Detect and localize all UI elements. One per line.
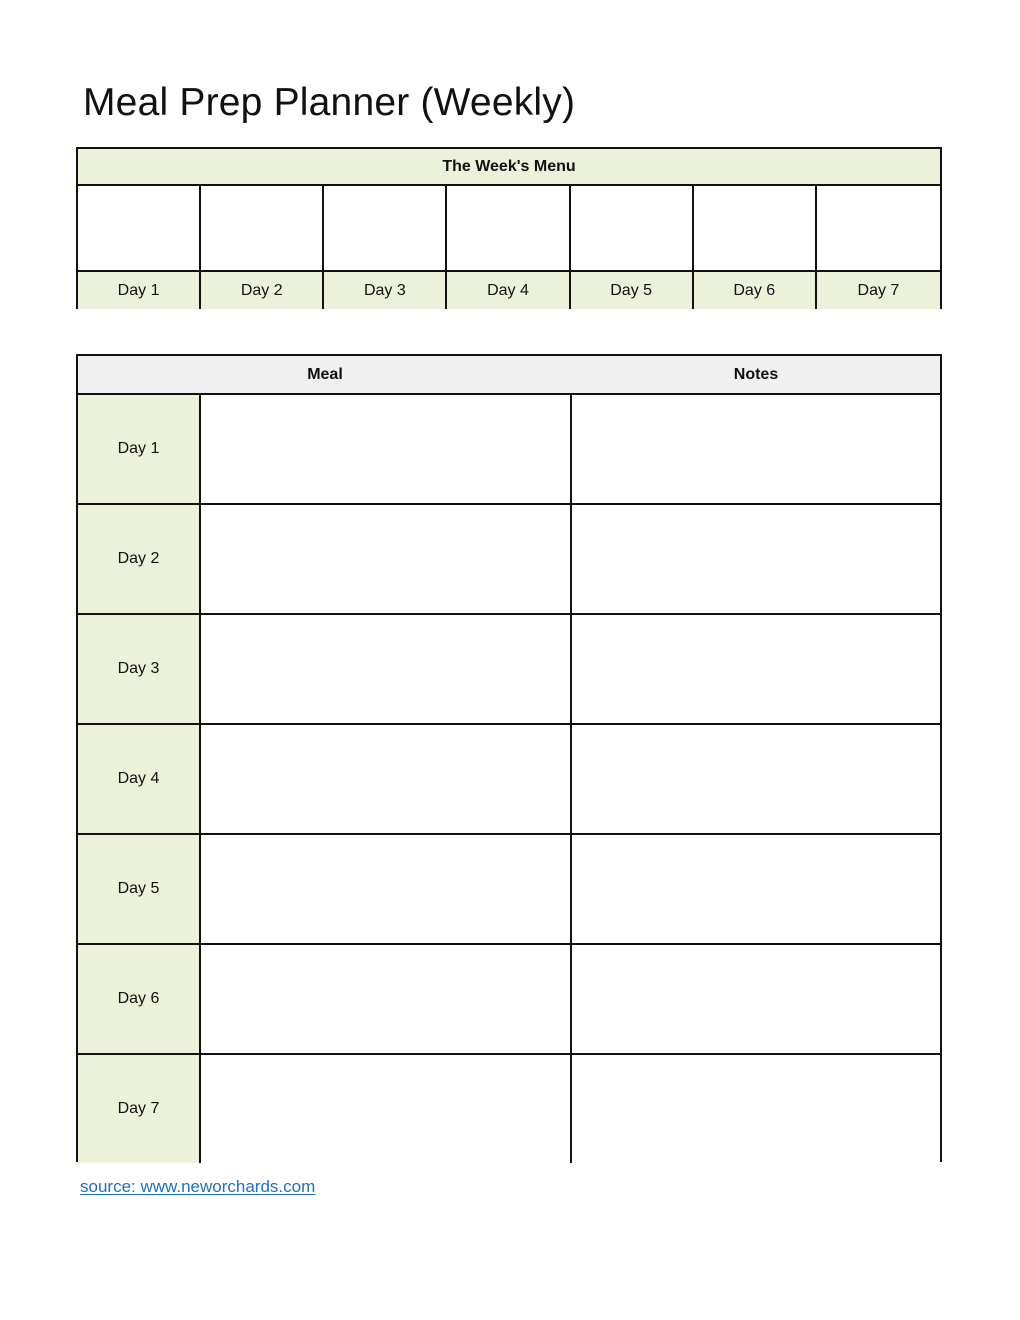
meal-cell[interactable] bbox=[201, 1055, 572, 1163]
week-menu-header: The Week's Menu bbox=[78, 149, 940, 186]
week-menu-entry-day-1[interactable] bbox=[78, 186, 201, 272]
week-menu-entry-day-3[interactable] bbox=[324, 186, 447, 272]
week-day-label: Day 7 bbox=[817, 272, 940, 309]
notes-cell[interactable] bbox=[572, 395, 940, 503]
day-label: Day 7 bbox=[78, 1055, 201, 1163]
table-row bbox=[78, 945, 940, 1055]
notes-cell[interactable] bbox=[572, 945, 940, 1053]
table-row bbox=[78, 505, 940, 615]
week-day-label: Day 3 bbox=[324, 272, 447, 309]
day-label: Day 4 bbox=[78, 725, 201, 833]
day-label: Day 2 bbox=[78, 505, 201, 613]
week-day-label: Day 1 bbox=[78, 272, 201, 309]
week-menu-table bbox=[76, 147, 942, 309]
meal-cell[interactable] bbox=[201, 835, 572, 943]
week-menu-entry-day-7[interactable] bbox=[817, 186, 940, 272]
week-day-label: Day 6 bbox=[694, 272, 817, 309]
day-label: Day 5 bbox=[78, 835, 201, 943]
notes-cell[interactable] bbox=[572, 835, 940, 943]
week-menu-entry-day-5[interactable] bbox=[571, 186, 694, 272]
notes-cell[interactable] bbox=[572, 505, 940, 613]
week-menu-day-labels bbox=[78, 272, 940, 309]
meal-table-header bbox=[78, 356, 940, 395]
week-menu-entries bbox=[78, 186, 940, 272]
week-menu-entry-day-4[interactable] bbox=[447, 186, 570, 272]
page-title: Meal Prep Planner (Weekly) bbox=[83, 81, 576, 124]
meal-column-header: Meal bbox=[307, 365, 343, 383]
notes-cell[interactable] bbox=[572, 615, 940, 723]
table-row bbox=[78, 725, 940, 835]
day-label: Day 1 bbox=[78, 395, 201, 503]
table-row bbox=[78, 1055, 940, 1163]
table-row bbox=[78, 835, 940, 945]
notes-cell[interactable] bbox=[572, 1055, 940, 1163]
day-label: Day 6 bbox=[78, 945, 201, 1053]
source-link[interactable]: source: www.neworchards.com bbox=[80, 1177, 316, 1196]
meal-cell[interactable] bbox=[201, 505, 572, 613]
meal-cell[interactable] bbox=[201, 615, 572, 723]
week-menu-entry-day-6[interactable] bbox=[694, 186, 817, 272]
meal-cell[interactable] bbox=[201, 725, 572, 833]
notes-cell[interactable] bbox=[572, 725, 940, 833]
week-day-label: Day 4 bbox=[447, 272, 570, 309]
meal-cell[interactable] bbox=[201, 945, 572, 1053]
meal-cell[interactable] bbox=[201, 395, 572, 503]
week-menu-entry-day-2[interactable] bbox=[201, 186, 324, 272]
week-day-label: Day 5 bbox=[571, 272, 694, 309]
week-day-label: Day 2 bbox=[201, 272, 324, 309]
day-label: Day 3 bbox=[78, 615, 201, 723]
notes-column-header: Notes bbox=[733, 365, 779, 383]
table-row bbox=[78, 395, 940, 505]
meal-notes-table bbox=[76, 354, 942, 1162]
table-row bbox=[78, 615, 940, 725]
